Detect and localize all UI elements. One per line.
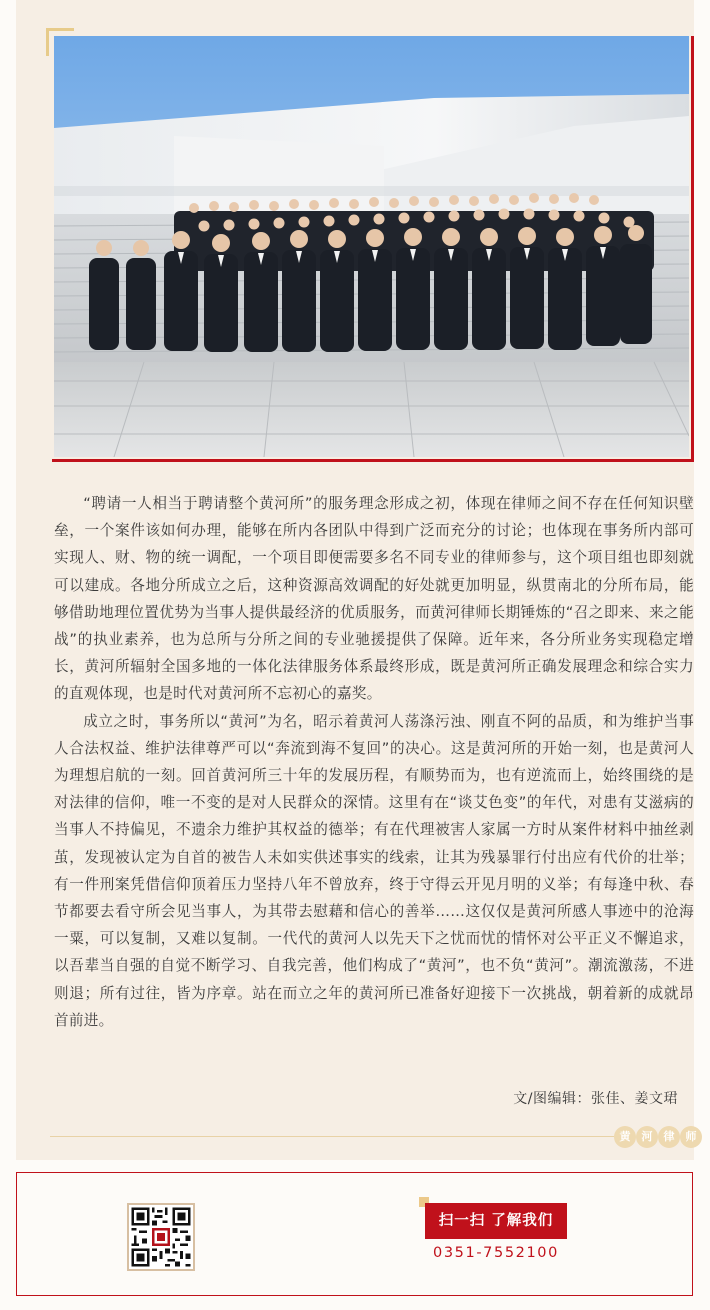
qr-code-icon [129, 1205, 193, 1269]
seal-char: 河 [636, 1126, 658, 1148]
contact-footer [16, 1172, 693, 1296]
group-photo [54, 36, 689, 457]
qr-code[interactable] [127, 1203, 195, 1271]
firm-seal-row [614, 1126, 702, 1148]
paragraph-service-philosophy: “聘请一人相当于聘请整个黄河所”的服务理念形成之初，体现在律师之间不存在任何知识壁垒，一个案件该如何办理，能够在所内各团队中得到广泛而充分的讨论；也体现在事务所内部可实现人、财、物的统一调配，一个项目即便需要多名不同专业的律师参与，这个项目组也即刻就可以建成。各地分所成立之后，这种资源高效调配的好处就更加明显，纵贯南北的分所布局，能够借助地理位置优势为当事人提供最经济的优质服务，而黄河律师长期锤炼的“召之即来、来之能战”的执业素养，也为总所与分所之间的专业驰援提供了保障。近年来，各分所业务实现稳定增长，黄河所辐射全国多地的一体化法律服务体系最终形成，既是黄河所正确发展理念和综合实力的直观体现，也是时代对黄河所不忘初心的嘉奖。 [54, 495, 694, 703]
photo-frame [52, 36, 694, 462]
contact-phone[interactable]: 0351-7552100 [433, 1245, 559, 1261]
seal-char: 师 [680, 1126, 702, 1148]
divider-line [50, 1136, 622, 1137]
seal-char: 律 [658, 1126, 680, 1148]
article-body [54, 490, 694, 1034]
group-photo-illustration [54, 36, 689, 457]
frame-border-bottom [52, 459, 694, 462]
frame-border-right [691, 36, 694, 462]
seal-char: 黄 [614, 1126, 636, 1148]
article-panel [16, 0, 697, 1160]
editor-credit: 文/图编辑：张佳、姜文珺 [513, 1091, 678, 1107]
scan-to-learn-button[interactable]: 扫一扫 了解我们 [425, 1203, 567, 1239]
paragraph-founding-story: 成立之时，事务所以“黄河”为名，昭示着黄河人荡涤污浊、刚直不阿的品质，和为维护当事人合法权益、维护法律尊严可以“奔流到海不复回”的决心。这是黄河所的开始一刻，也是黄河人为理想启航的一刻。回首黄河所三十年的发展历程，有顺势而为，也有逆流而上，始终围绕的是对法律的信仰，唯一不变的是对人民群众的深情。这里有在“谈艾色变”的年代，对患有艾滋病的当事人不持偏见，不遗余力维护其权益的德举；有在代理被害人家属一方时从案件材料中抽丝剥茧，发现被认定为自首的被告人未如实供述事实的线索，让其为残暴罪行付出应有代价的壮举；有一件刑案凭借信仰顶着压力坚持八年不曾放弃，终于守得云开见月明的义举；有每逢中秋、春节都要去看守所会见当事人，为其带去慰藉和信心的善举……这仅仅是黄河所感人事迹中的沧海一粟，可以复制，又难以复制。一代代的黄河人以先天下之忧而忧的情怀对公平正义不懈追求，以吾辈当自强的自觉不断学习、自我完善，他们构成了“黄河”，也不负“黄河”。潮流激荡，不进则退；所有过往，皆为序章。站在而立之年的黄河所已准备好迎接下一次挑战，朝着新的成就昂首前进。 [54, 712, 694, 1029]
